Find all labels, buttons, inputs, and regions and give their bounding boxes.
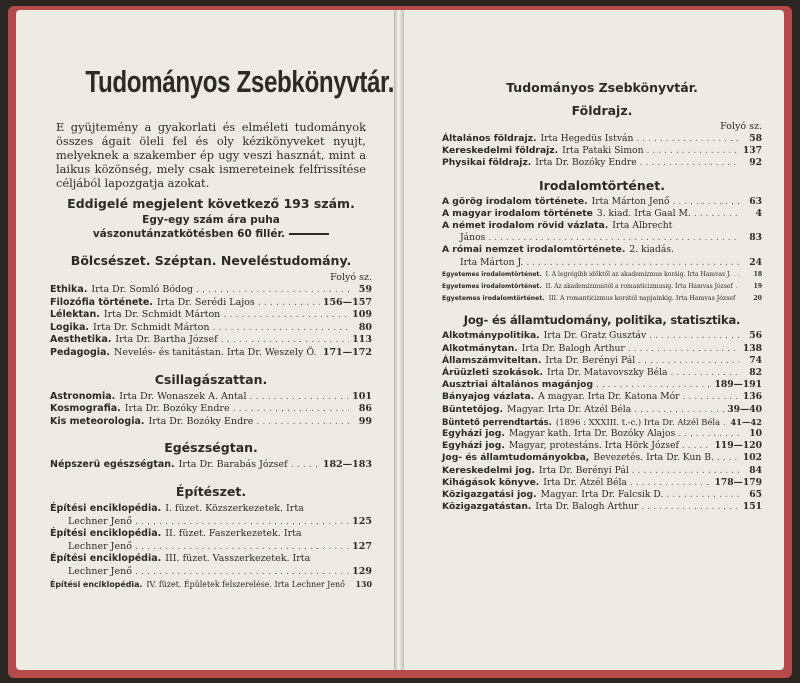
- catalog-entry: [442, 330, 762, 342]
- folio-number-header: Folyó sz.: [720, 121, 762, 132]
- entry-number: 59: [358, 284, 372, 295]
- price-line: [80, 213, 342, 241]
- leader-dots: [135, 566, 349, 579]
- entry-author: II. füzet. Faszerkezetek. Irta: [165, 528, 302, 540]
- entry-author: Irta Hegedüs István: [540, 133, 634, 144]
- leader-dots: [291, 459, 320, 472]
- entry-author: III. füzet. Vasszerkezetek. Irta: [165, 553, 311, 565]
- entry-title: Építési enciklopédia.: [50, 553, 162, 565]
- entry-number: 127: [352, 540, 372, 552]
- leader-dots: [632, 465, 739, 477]
- entry-title: Physikai földrajz.: [442, 157, 532, 169]
- entry-author: Magyar. Irta Dr. Atzél Béla: [506, 403, 632, 415]
- leader-dots: [135, 516, 349, 529]
- catalog-entry-continuation: [50, 516, 372, 529]
- entry-title: Bányajog vázlata.: [442, 391, 535, 403]
- entry-title: Közigazgatási jog.: [442, 489, 537, 501]
- leader-dots: [634, 404, 724, 416]
- catalog-entry: [442, 404, 762, 416]
- catalog-entry: [442, 281, 762, 293]
- entry-title: Lélektan.: [50, 309, 100, 321]
- entry-number: 19: [753, 283, 762, 291]
- entry-title: Jog- és államtudományokba,: [442, 452, 590, 464]
- entry-title: Egyetemes irodalomtörténet.: [442, 295, 545, 303]
- entry-author: Irta Albrecht: [612, 220, 673, 232]
- entry-number: 189—191: [714, 379, 762, 391]
- catalog-entry-continuation: [50, 541, 372, 554]
- entry-title: A magyar irodalom története: [442, 207, 593, 219]
- leader-dots: [671, 367, 739, 379]
- entry-author: Irta Dr. Wonaszek A. Antal: [119, 390, 247, 402]
- leader-dots: [641, 501, 739, 513]
- catalog-entry: [50, 391, 372, 404]
- entry-number: 136: [742, 391, 762, 403]
- entry-title: Logika.: [50, 321, 89, 333]
- leader-dots: [636, 133, 739, 145]
- leader-dots: [666, 489, 739, 501]
- entry-number: 130: [355, 579, 372, 589]
- entry-author: Magyar. Irta Dr. Falcsik D.: [540, 489, 664, 501]
- catalog-entry: [442, 452, 762, 464]
- entry-author: II. Az akademizmustól a romanticizmusig. Irta Hamvas József: [545, 283, 733, 291]
- entry-title: A római nemzet irodalomtörténete.: [442, 244, 626, 256]
- entry-number: 109: [352, 309, 372, 321]
- entry-number: 20: [753, 295, 762, 303]
- entry-title: Alkotmánypolitika.: [442, 330, 540, 342]
- entry-author: A magyar. Irta Dr. Katona Mór: [538, 391, 680, 403]
- leader-dots: [717, 452, 739, 464]
- entry-number: 129: [352, 565, 372, 577]
- entry-author: Irta Dr. Berényi Pál: [538, 464, 629, 476]
- catalog-entry: [442, 428, 762, 440]
- entry-author: (1896 : XXXIII. t.-c.) Irta Dr. Atzél Béla: [555, 416, 721, 427]
- leader-dots: [233, 403, 349, 416]
- catalog-entry: [50, 309, 372, 322]
- section-title: Földrajz.: [571, 103, 633, 118]
- entry-number: 65: [749, 489, 762, 501]
- entry-number: 182—183: [322, 459, 372, 471]
- price-text: Egy-egy szám ára puha vászonutánzatkötésben 60 fillér.: [92, 214, 286, 240]
- catalog-entry: [442, 208, 762, 220]
- entry-number: 63: [749, 195, 762, 207]
- entry-author-continued: Lechner Jenő: [68, 565, 132, 577]
- leader-dots: [640, 157, 739, 169]
- leader-dots: [526, 257, 739, 269]
- entry-author: I. füzet. Közszerkezetek. Irta: [165, 502, 304, 514]
- entry-number: 56: [749, 330, 762, 342]
- entry-number: 39—40: [727, 403, 762, 415]
- leader-dots: [628, 343, 739, 355]
- entry-number: 41—42: [730, 416, 762, 427]
- catalog-entry-continuation: [442, 257, 762, 269]
- entry-title: Államszámviteltan.: [442, 354, 542, 366]
- entry-title: Kereskedelmi földrajz.: [442, 145, 559, 157]
- entry-author-continued: Lechner Jenő: [68, 540, 132, 552]
- catalog-entry: [50, 334, 372, 347]
- entry-number: 10: [749, 428, 762, 440]
- entry-author-continued: János: [460, 232, 486, 244]
- catalog-entry-continuation: [50, 566, 372, 579]
- entry-title: Kosmografia.: [50, 403, 121, 415]
- entry-author: Irta Dr. Berényi Pál: [545, 354, 636, 366]
- catalog-entry: [442, 196, 762, 208]
- catalog-entry: [50, 322, 372, 335]
- entry-number: 102: [742, 452, 762, 464]
- catalog-entry: [442, 244, 762, 256]
- entry-number: 80: [358, 321, 372, 333]
- entry-number: 113: [352, 334, 372, 346]
- entry-title: Egyetemes irodalomtörténet.: [442, 270, 542, 278]
- left-sections: [50, 253, 372, 591]
- entry-author: III. A romanticizmus korától napjainkig. Irta Hamvas József: [548, 295, 736, 303]
- entry-title: Alkotmánytan.: [442, 342, 518, 354]
- entry-title: Népszerü egészségtan.: [50, 459, 175, 471]
- entry-author: Nevelés- és tanitástan. Irta Dr. Weszely Ö.: [114, 346, 317, 358]
- leader-dots: [638, 355, 739, 367]
- catalog-entry: [442, 133, 762, 145]
- entry-author: Magyar kath. Irta Dr. Bozóky Alajos: [508, 428, 676, 440]
- published-count-line: Eddigelé megjelent következő 193 szám.: [67, 196, 355, 211]
- entry-title: Építési enciklopédia.: [50, 502, 162, 514]
- entry-title: Egyházi jog.: [442, 440, 505, 452]
- entry-title: Egyetemes irodalomtörténet.: [442, 283, 542, 291]
- leader-dots: [596, 379, 711, 391]
- catalog-entry: [442, 440, 762, 452]
- entry-author: Irta Dr. Balogh Arthur: [521, 342, 625, 354]
- entry-number: 137: [742, 145, 762, 157]
- section-title: Egészségtan.: [164, 440, 258, 456]
- catalog-entry: [50, 503, 372, 516]
- catalog-entry: [442, 489, 762, 501]
- price-rule-divider: [289, 233, 329, 235]
- catalog-entry: [442, 157, 762, 169]
- entry-number: 74: [749, 354, 762, 366]
- entry-author: Irta Dr. Balogh Arthur: [535, 501, 639, 513]
- entry-number: 92: [749, 157, 762, 169]
- entry-title: Közigazgatástan.: [442, 501, 532, 513]
- leader-dots: [647, 145, 739, 157]
- entry-title: Kihágások könyve.: [442, 476, 540, 488]
- entry-title: Általános földrajz.: [442, 133, 537, 144]
- entry-author: Irta Dr. Gratz Gusztáv: [543, 330, 647, 342]
- entry-author: Irta Dr. Bozóky Endre: [148, 415, 254, 427]
- catalog-entry: [50, 459, 372, 472]
- entry-author: Irta Dr. Matavovszky Béla: [547, 367, 668, 379]
- leader-dots: [673, 196, 739, 208]
- entry-title: Büntető perrendtartás.: [442, 416, 552, 427]
- catalog-entry: [442, 343, 762, 355]
- entry-number: 82: [749, 367, 762, 379]
- intro-paragraph: E gyüjtemény a gyakorlati és elméleti tudományok összes ágait öleli fel és oly kézikönyveket nyujt, melyeknek a szakember ép ugy veszi hasznát, mint a laikus közönség, mely csak ismereteinek felfrissítése céljából lapozgatja azokat.: [56, 120, 366, 190]
- catalog-entry: [50, 553, 372, 566]
- leader-dots: [221, 334, 349, 347]
- leader-dots: [678, 428, 739, 440]
- leader-dots: [256, 416, 349, 429]
- entry-author: Magyar, protestáns. Irta Hörk József: [508, 440, 679, 452]
- leader-dots: [694, 208, 739, 220]
- entry-author: Irta Dr. Schmidt Márton: [103, 309, 221, 321]
- catalog-entry: [442, 465, 762, 477]
- entry-number: 178—179: [714, 476, 762, 488]
- right-page: [404, 10, 784, 670]
- entry-author: Irta Dr. Serédi Lajos: [156, 296, 255, 308]
- leader-dots: [723, 416, 727, 428]
- catalog-entry: [442, 269, 762, 281]
- catalog-entry: [442, 501, 762, 513]
- entry-title: Ausztriai általános magánjog: [442, 379, 594, 391]
- catalog-entry-continuation: [442, 232, 762, 244]
- entry-number: 171—172: [322, 346, 372, 358]
- entry-title: Astronomia.: [50, 390, 116, 402]
- entry-number: 101: [352, 390, 372, 402]
- entry-number: 83: [749, 232, 762, 244]
- entry-number: 18: [753, 270, 762, 278]
- entry-number: 99: [358, 415, 372, 427]
- entry-title: Egyházi jog.: [442, 428, 505, 440]
- entry-title: A német irodalom rövid vázlata.: [442, 220, 609, 232]
- leader-dots: [258, 297, 320, 310]
- book-gutter: [394, 10, 404, 670]
- entry-author: Irta Dr. Atzél Béla: [543, 476, 627, 488]
- catalog-entry: [442, 391, 762, 403]
- leader-dots: [683, 391, 739, 403]
- entry-title: Pedagogia.: [50, 346, 111, 358]
- catalog-entry: [442, 367, 762, 379]
- leader-dots: [738, 293, 739, 305]
- entry-author: Irta Dr. Barabás József: [178, 459, 288, 471]
- right-sections: [442, 103, 762, 513]
- section-title: Bölcsészet. Széptan. Neveléstudomány.: [70, 253, 352, 268]
- entry-author: Irta Dr. Bozóky Endre: [535, 157, 637, 169]
- entry-number: 4: [755, 207, 762, 219]
- entry-number: 86: [358, 403, 372, 415]
- leader-dots: [212, 322, 349, 335]
- entry-author: Bevezetés. Irta Dr. Kun B.: [593, 452, 714, 464]
- catalog-entry: [50, 528, 372, 541]
- catalog-entry: [50, 416, 372, 429]
- entry-title: Ethika.: [50, 284, 88, 295]
- entry-title: Építési enciklopédia.: [50, 528, 162, 540]
- entry-number: 84: [749, 464, 762, 476]
- entry-title: Büntetőjog.: [442, 403, 503, 415]
- catalog-entry: [50, 579, 372, 592]
- leader-dots: [135, 541, 349, 554]
- entry-author: Irta Dr. Bartha József: [115, 334, 218, 346]
- section-title: Jog- és államtudomány, politika, statisztika.: [463, 313, 741, 328]
- catalog-entry: [442, 355, 762, 367]
- entry-number: 156—157: [322, 296, 372, 308]
- leader-dots: [682, 440, 712, 452]
- page-title: Tudományos Zsebkönyvtár.: [85, 64, 394, 99]
- entry-title: Kis meteorologia.: [50, 415, 145, 427]
- entry-title: Kereskedelmi jog.: [442, 464, 535, 476]
- entry-title: A görög irodalom története.: [442, 195, 588, 207]
- catalog-entry: [442, 379, 762, 391]
- entry-author: Irta Dr. Bozóky Endre: [124, 403, 230, 415]
- entry-number: 24: [749, 256, 762, 268]
- entry-author: Irta Pataki Simon: [562, 145, 644, 157]
- entry-title: Építési enciklopédia.: [50, 579, 143, 589]
- leader-dots: [736, 281, 739, 293]
- leader-dots: [249, 391, 349, 404]
- entry-title: Filozófia története.: [50, 296, 153, 308]
- catalog-entry: [442, 220, 762, 232]
- entry-title: Árüüzleti szokások.: [442, 367, 544, 379]
- entry-number: 138: [742, 342, 762, 354]
- section-title: Irodalomtörténet.: [539, 177, 665, 193]
- running-title: Tudományos Zsebkönyvtár.: [506, 80, 698, 95]
- entry-author: IV. füzet. Épületek felszerelése. Irta Lechner Jenő: [146, 579, 345, 589]
- leader-dots: [223, 309, 349, 322]
- leader-dots: [649, 330, 739, 342]
- leader-dots: [488, 232, 739, 244]
- catalog-entry: [442, 416, 762, 428]
- leader-dots: [734, 269, 739, 281]
- catalog-entry: [50, 297, 372, 310]
- entry-number: 125: [352, 515, 372, 527]
- entry-author-continued: Lechner Jenő: [68, 515, 132, 527]
- folio-number-header: Folyó sz.: [330, 272, 372, 283]
- catalog-entry: [50, 284, 372, 297]
- entry-author: Irta Márton Jenő: [591, 195, 670, 207]
- catalog-entry: [50, 347, 372, 360]
- entry-author: Irta Dr. Somló Bódog: [91, 284, 193, 295]
- entry-number: 151: [742, 501, 762, 513]
- catalog-entry: [442, 477, 762, 489]
- leader-dots: [196, 284, 349, 297]
- entry-number: 119—120: [714, 440, 762, 452]
- open-booklet: [8, 6, 792, 678]
- entry-author: 2. kiadás.: [629, 244, 675, 256]
- entry-author-continued: Irta Márton J.: [460, 256, 524, 268]
- catalog-entry: [50, 403, 372, 416]
- entry-number: 58: [749, 133, 762, 144]
- catalog-entry: [442, 293, 762, 305]
- leader-dots: [630, 477, 712, 489]
- section-title: Csillagászattan.: [154, 371, 268, 387]
- entry-author: 3. kiad. Irta Gaal M.: [596, 207, 691, 219]
- leader-dots: [348, 579, 349, 592]
- catalog-entry: [442, 145, 762, 157]
- entry-author: Irta Dr. Schmidt Márton: [92, 321, 210, 333]
- left-page: [16, 10, 394, 670]
- entry-title: Aesthetika.: [50, 334, 112, 346]
- section-title: Építészet.: [175, 483, 247, 499]
- entry-author: I. A legrégibb időktől az akademizmus koráig. Irta Hamvas J.: [545, 270, 731, 278]
